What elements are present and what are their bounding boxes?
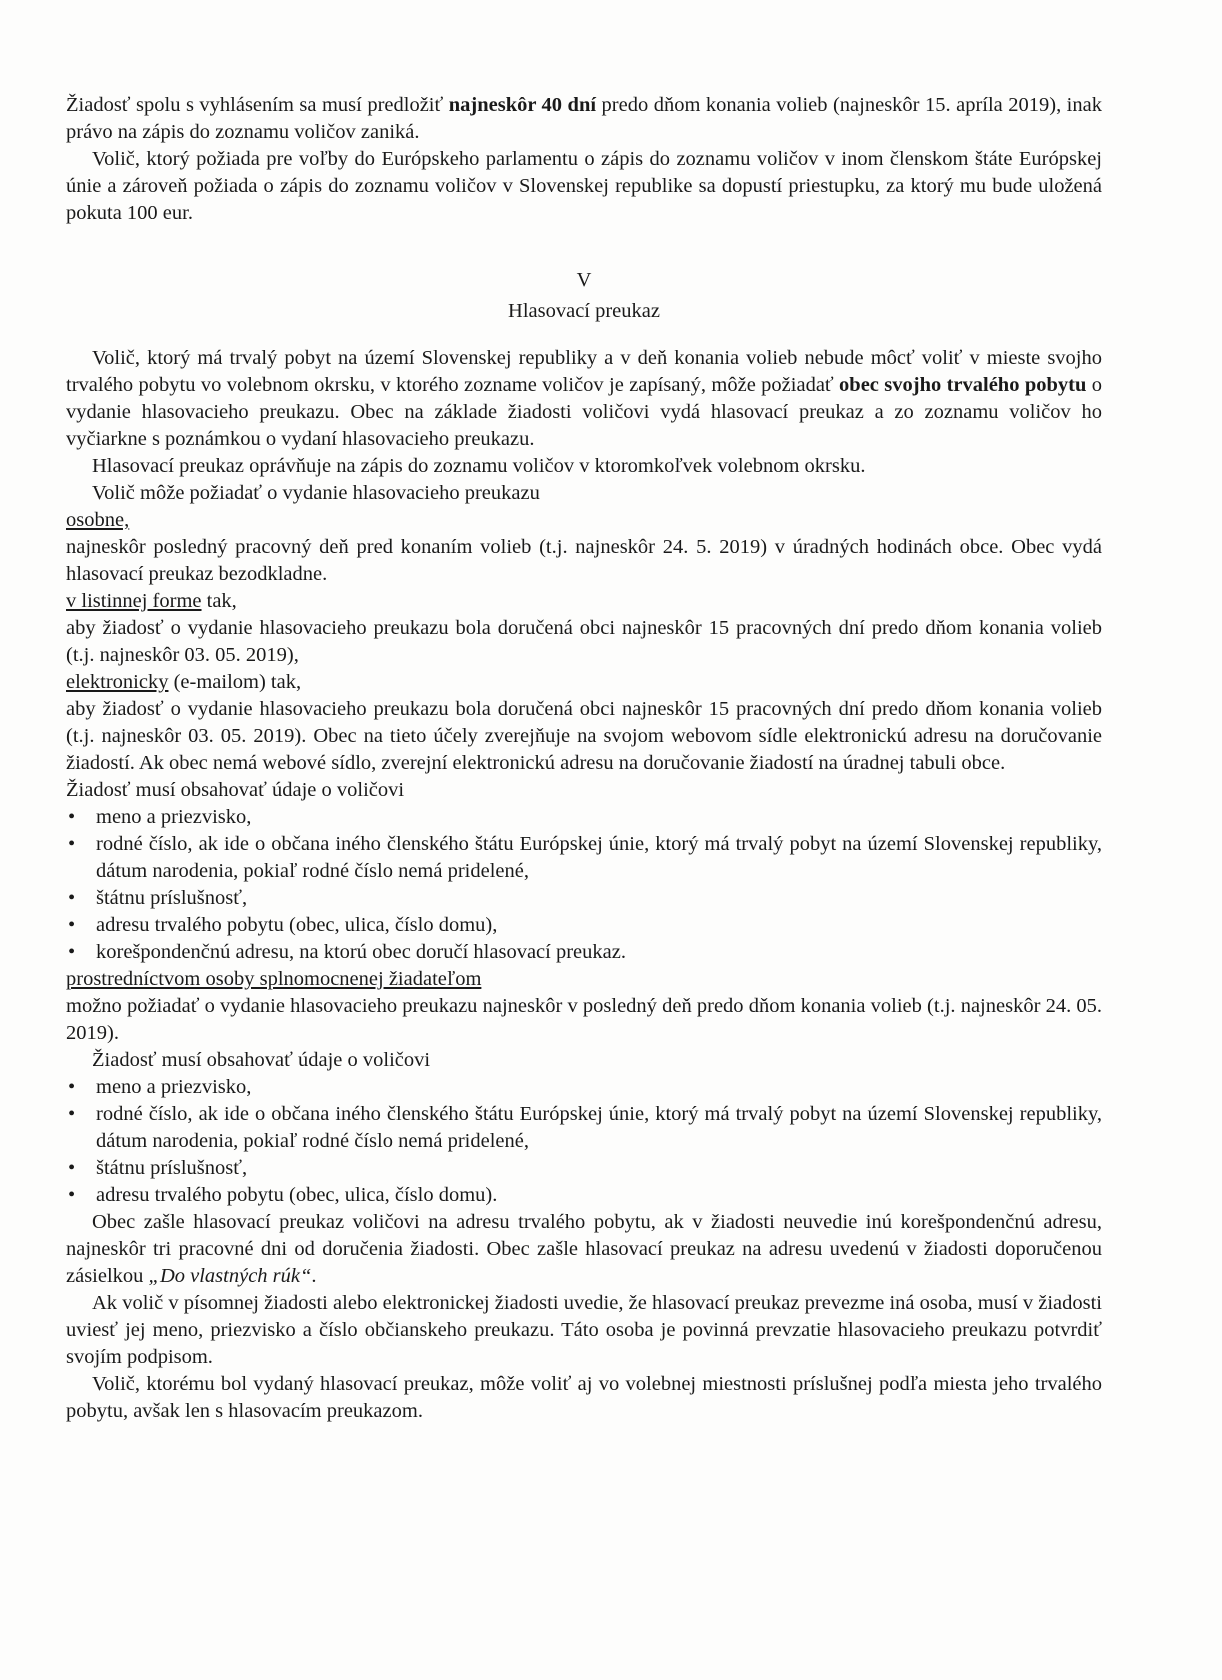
paragraph-delivery: Obec zašle hlasovací preukaz voličovi na adresu trvalého pobytu, ak v žiadosti neuvedie inú korešpondenčnú adresu, najneskôr tri pracovné dni od doručenia žiadosti. Obec zašle hlasovací preukaz na adresu uvedenú v žiadosti doporučenou zásielkou „Do vlastných rúk“. xyxy=(66,1211,1102,1287)
paragraph-penalty: Volič, ktorý požiada pre voľby do Európskeho parlamentu o zápis do zoznamu voličov v inom členskom štáte Európskej únie a zároveň požiada o zápis do zoznamu voličov v Slovenskej republike sa dopustí priestupku, za ktorý mu bude uložená pokuta 100 eur. xyxy=(66,148,1102,224)
method-electronic-text: aby žiadosť o vydanie hlasovacieho preukazu bola doručená obci najneskôr 15 pracovných dní predo dňom konania volieb (t.j. najneskôr 03. 05. 2019). Obec na tieto účely zverejňuje na svojom webovom sídle elektronickú adresu na doručovanie žiadostí. Ak obec nemá webové sídlo, zverejní elektronickú adresu na doručovanie žiadostí na úradnej tabuli obce. xyxy=(66,698,1102,774)
list-item: • rodné číslo, ak ide o občana iného členského štátu Európskej únie, ktorý má trvalý pobyt na území Slovenskej republiky, dátum narodenia, pokiaľ rodné číslo nemá pridelené, xyxy=(68,1103,1102,1152)
method-proxy-text: možno požiadať o vydanie hlasovacieho preukazu najneskôr v posledný deň predo dňom konania volieb (t.j. najneskôr 24. 05. 2019). xyxy=(66,995,1102,1044)
paragraph-voting-card-intro: Volič, ktorý má trvalý pobyt na území Slovenskej republiky a v deň konania volieb nebude môcť voliť v mieste svojho trvalého pobytu vo volebnom okrsku, v ktorého zozname voličov je zapísaný, môže požiadať obec svojho trvalého pobytu o vydanie hlasovacieho preukazu. Obec na základe žiadosti voličovi vydá hlasovací preukaz a zo zoznamu voličov ho vyčiarkne s poznámkou o vydaní hlasovacieho preukazu. xyxy=(66,347,1102,450)
list-item: • adresu trvalého pobytu (obec, ulica, číslo domu). xyxy=(68,1184,498,1206)
method-proxy-heading: prostredníctvom osoby splnomocnenej žiadateľom xyxy=(66,968,482,990)
paragraph-other-person: Ak volič v písomnej žiadosti alebo elektronickej žiadosti uvedie, že hlasovací preukaz prevezme iná osoba, musí v žiadosti uviesť jej meno, priezvisko a číslo občianskeho preukazu. Táto osoba je povinná prevzatie hlasovacieho preukazu potvrdiť svojím podpisom. xyxy=(66,1292,1102,1368)
requirements-list-proxy xyxy=(66,1074,1102,1209)
delivery-italic: „Do vlastných rúk“ xyxy=(148,1265,312,1287)
deadline-bold: najneskôr 40 dní xyxy=(448,94,597,116)
method-written-heading: v listinnej forme tak, xyxy=(66,590,237,612)
requirements-intro: Žiadosť musí obsahovať údaje o voličovi xyxy=(66,779,405,801)
paragraph-deadline: Žiadosť spolu s vyhlásením sa musí predložiť najneskôr 40 dní predo dňom konania volieb (najneskôr 15. apríla 2019), inak právo na zápis do zoznamu voličov zaniká. xyxy=(66,94,1102,143)
requirements-intro-proxy: Žiadosť musí obsahovať údaje o voličovi xyxy=(92,1049,431,1071)
method-written-text: aby žiadosť o vydanie hlasovacieho preukazu bola doručená obci najneskôr 15 pracovných dní predo dňom konania volieb (t.j. najneskôr 03. 05. 2019), xyxy=(66,617,1102,666)
list-item: • adresu trvalého pobytu (obec, ulica, číslo domu), xyxy=(68,914,498,936)
section-number: V xyxy=(576,269,592,291)
paragraph-vote-anywhere: Volič, ktorému bol vydaný hlasovací preukaz, môže voliť aj vo volebnej miestnosti príslušnej podľa miesta jeho trvalého pobytu, avšak len s hlasovacím preukazom. xyxy=(66,1373,1102,1422)
list-item: • meno a priezvisko, xyxy=(68,806,252,828)
requirements-list xyxy=(66,804,1102,966)
list-item: • štátnu príslušnosť, xyxy=(68,1157,248,1179)
section-title: Hlasovací preukaz xyxy=(508,300,660,322)
municipality-bold: obec svojho trvalého pobytu xyxy=(839,374,1087,396)
list-item: • korešpondenčnú adresu, na ktorú obec doručí hlasovací preukaz. xyxy=(68,941,626,963)
document-body xyxy=(66,92,1102,1425)
paragraph-request-methods: Volič môže požiadať o vydanie hlasovacieho preukazu xyxy=(92,482,540,504)
list-item: • štátnu príslušnosť, xyxy=(68,887,248,909)
list-item: • meno a priezvisko, xyxy=(68,1076,252,1098)
method-personal-heading: osobne, xyxy=(66,509,130,531)
paragraph-voting-card-entitles: Hlasovací preukaz oprávňuje na zápis do zoznamu voličov v ktoromkoľvek volebnom okrsku. xyxy=(92,455,866,477)
method-personal-text: najneskôr posledný pracovný deň pred konaním volieb (t.j. najneskôr 24. 5. 2019) v úradných hodinách obce. Obec vydá hlasovací preukaz bezodkladne. xyxy=(66,536,1102,585)
method-electronic-heading: elektronicky (e-mailom) tak, xyxy=(66,671,302,693)
list-item: • rodné číslo, ak ide o občana iného členského štátu Európskej únie, ktorý má trvalý pobyt na území Slovenskej republiky, dátum narodenia, pokiaľ rodné číslo nemá pridelené, xyxy=(68,833,1102,882)
